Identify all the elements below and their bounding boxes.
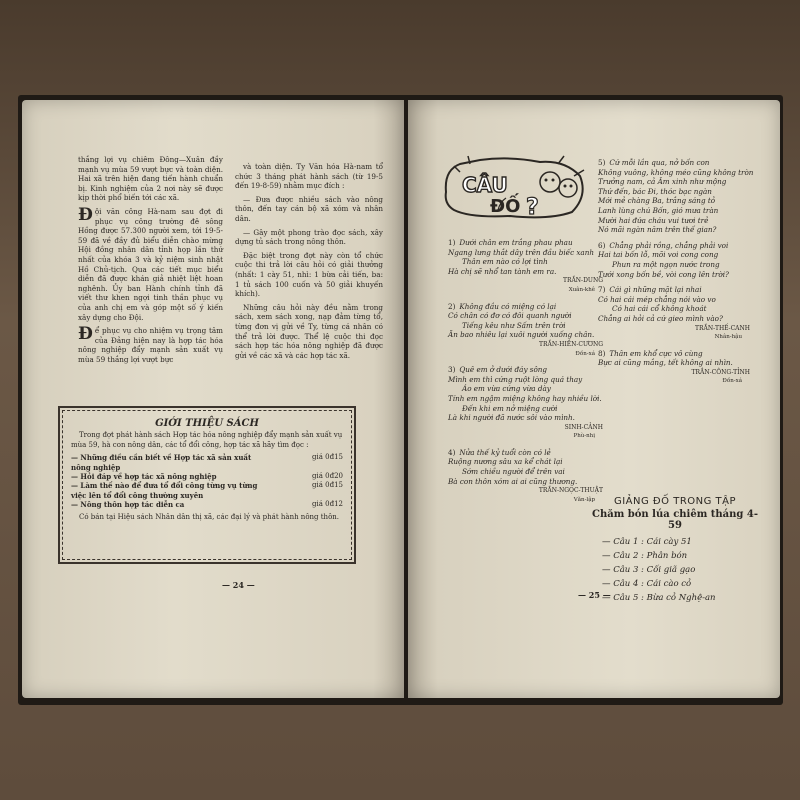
book-price: giá 0đ20 [312, 472, 343, 481]
answer-item [602, 593, 760, 603]
header-word-2: ĐỐ [490, 196, 521, 217]
riddle-author: TRẦN-CÔNG-TỈNH [691, 368, 750, 376]
riddle-line: Thân em khổ cực vô cùng [609, 348, 703, 358]
riddle-line: Trưởng nam, cả Âm xinh như mộng [598, 177, 727, 187]
riddle-line: Ăn bao nhiêu lại xuôi người xuống chân. [448, 330, 595, 340]
riddle-line: Tiếng kêu như Sấm trên trời [462, 320, 566, 330]
riddle-line: Sớm chiều người để trên vai [462, 467, 565, 477]
riddle-item [598, 158, 760, 235]
riddle-line: Chẳng ai hỏi cả cứ gieo mình vào? [598, 313, 723, 323]
book-item [71, 472, 343, 481]
drop-cap: Đ [78, 324, 93, 345]
riddle-place: Văn-lập [573, 496, 595, 503]
book-box-intro: Trong đợt phát hành sách Hợp tác hóa nông nghiệp đẩy mạnh sản xuất vụ mùa 59, hà con nông dân, các tổ đổi công, hợp tác xã hãy tìm đọc : [71, 431, 343, 449]
page-number-left: — 24 — [222, 580, 255, 590]
riddle-line: Nửa thế kỷ tuổi còn có lẻ [459, 447, 551, 457]
answer-text: Cái cào cỏ [646, 579, 692, 589]
book-title: — Làm thế nào để đưa tổ đổi công từng vụ từng việc lên tổ đổi công thường xuyên [71, 481, 258, 500]
riddle-line: Có hai cái mép chẳng nói vào vo [598, 294, 716, 304]
riddle-item [598, 349, 760, 387]
riddle-author: TRẦN-THẾ-CANH [695, 324, 750, 332]
riddle-author: SINH-CẢNH [564, 423, 603, 431]
riddle-line: Mình em thì cứng ruột lòng quá thay [448, 374, 583, 384]
riddle-line: Đến khi em nở miệng cười [462, 403, 558, 413]
service-paragraph [78, 326, 223, 364]
left-column-2 [235, 162, 383, 364]
riddle-item [598, 241, 760, 279]
answer-item [602, 565, 760, 575]
riddle-line: Chẳng phải rồng, chẳng phải voi [609, 240, 729, 250]
riddle-place: Đồn-xá [722, 378, 742, 385]
book-item [71, 453, 343, 472]
answer-text: Phân bón [646, 551, 688, 561]
riddle-line: Thứ đến, bác Đi, thóc bạc ngàn [598, 186, 712, 196]
left-column-1 [78, 155, 223, 368]
riddle-line: Ngang lưng thắt dây trên đầu biếc xanh [448, 247, 594, 257]
riddle-number: 7) [598, 285, 606, 295]
riddle-line: Bực ai cũng mắng, tết không ai nhìn. [598, 358, 733, 368]
riddle-line: Áo em vừa cứng vừa dày [462, 384, 551, 394]
book-box-outro: Có bán tại Hiệu sách Nhân dân thị xã, các đại lý và phát hành nông thôn. [79, 512, 340, 521]
cau-do-header-art [440, 152, 590, 224]
riddle-line: Là khi người đã nước sôi vào mình. [448, 413, 575, 423]
riddle-number: 1) [448, 238, 456, 247]
question-mark-icon: ? [526, 195, 539, 220]
answer-label: — Câu 4 : [602, 579, 644, 589]
book-item [71, 500, 343, 509]
answer-item [602, 579, 760, 589]
riddle-author: TRẦN-NGỌC-THUẬT [538, 487, 603, 495]
riddle-line: Tưới xong bốn bề, vòi cong lên trời? [598, 269, 729, 279]
riddles-column-left [448, 238, 613, 511]
service-text: ể phục vụ cho nhiệm vụ trọng tâm của Đảng hiện nay là hợp tác hóa nông nghiệp đẩy mạnh sản xuất vụ mùa 59 thắng lợi vượt bực [78, 326, 223, 364]
riddle-number: 6) [598, 240, 606, 250]
answers-subheading: Chăm bón lúa chiêm tháng 4-59 [591, 509, 759, 531]
riddle-place: Phù-nhị [573, 433, 595, 440]
book-price: giá 0đ15 [312, 453, 343, 462]
riddle-line: Không vuông, không méo cũng không tròn [598, 167, 754, 177]
book-title: — Nông thôn hợp tác diễn ca [71, 500, 185, 510]
riddle-place: Xuân-khê [568, 286, 595, 293]
col2-p2: — Đưa được nhiều sách vào nông thôn, đến tay cán bộ xã xóm và nhân dân. [235, 194, 383, 223]
riddle-line: Mới mẻ chàng Ba, trắng sáng tỏ [598, 196, 716, 206]
left-page [22, 100, 404, 698]
riddle-place: Đồn-xá [575, 350, 595, 357]
answers-heading: GIẢNG ĐỐ TRONG TẬP [613, 496, 737, 507]
answer-text: Cái cày 51 [646, 537, 692, 547]
answer-text: Bừa cỏ Nghệ-an [646, 593, 716, 603]
book-price: giá 0đ15 [312, 481, 343, 490]
header-word-1: CÂU [462, 173, 508, 197]
riddle-item [448, 302, 613, 360]
riddle-item [448, 365, 613, 442]
riddle-line: Hai tai bốn lỗ, mõi voi cong cong [598, 250, 719, 260]
book-box-title: GIỚI THIỆU SÁCH [155, 418, 259, 429]
riddle-number: 2) [448, 301, 456, 311]
col2-p3: — Gây một phong trào đọc sách, xây dựng tủ sách trong nông thôn. [235, 227, 383, 247]
riddle-line: Hà chị sẽ nhổ tan tành em ra. [448, 266, 557, 276]
answer-item [602, 551, 760, 561]
riddle-line: Nó mãi ngàn năm trên thế gian? [598, 225, 717, 235]
riddle-line: Ruộng nương sâu xa kể chát lại [448, 457, 563, 467]
answer-label: — Câu 5 : [602, 593, 644, 603]
riddle-line: Thân em nào có lợi tình [462, 257, 548, 267]
book-price: giá 0đ12 [312, 500, 343, 509]
book-title: — Hỏi đáp về hợp tác xã nông nghiệp [71, 472, 217, 482]
book-introduction-box [62, 410, 352, 560]
riddle-line: Có hai cái cổ không khoát [612, 304, 707, 314]
drop-cap: Đ [78, 204, 93, 225]
answer-label: — Câu 2 : [602, 551, 644, 561]
book-item [71, 481, 343, 500]
riddle-place: Nhân-hậu [714, 334, 742, 341]
riddle-number: 3) [448, 365, 456, 375]
answer-label: — Câu 3 : [602, 565, 644, 575]
riddle-line: Bà con thôn xóm ai ai cũng thương. [448, 476, 578, 486]
riddle-line: Quê em ở dưới đáy sông [459, 365, 548, 375]
right-page [408, 100, 780, 698]
riddle-line: Không đầu có miệng có lại [459, 301, 557, 311]
book-title: — Những điều cần biết về Hợp tác xã sản xuất nông nghiệp [71, 453, 252, 472]
troupe-text: ội văn công Hà-nam sau đợt đi phục vụ công trường đê sông Hồng được 57.300 người xem, tới 19-5-59 đã về đầy đủ biểu diễn chào mừng Hội đồng nhân dân tỉnh họp lần thứ nhất của khóa 3 và kỷ niệm sinh nhật Hồ Chủ-tịch. Qua các tiết mục biểu diễn đã được khán giả nhiệt liệt hoan nghênh. Ủy ban Hành chính tỉnh đã viết thư khen ngợi tinh thần phục vụ của anh chị em và góp một số ý kiến xây dựng cho Đội. [78, 206, 223, 322]
riddle-answers [590, 496, 760, 603]
riddle-item [448, 238, 613, 296]
answer-label: — Câu 1 : [602, 537, 644, 547]
riddle-line: Tính em ngậm miệng không hay nhiều lời. [448, 393, 602, 403]
riddle-line: Cứ mỗi lần qua, nở bốn con [609, 158, 710, 167]
riddle-line: Dưới chân em trắng phau phau [459, 238, 573, 247]
col2-p1: và toàn diện. Ty Văn hóa Hà-nam tổ chức 3 tháng phát hành sách (từ 19-5 đến 19-8-59) nhằm mục đích : [235, 162, 383, 191]
riddle-item [598, 285, 760, 343]
troupe-paragraph [78, 204, 223, 322]
answer-text: Cối giã gạo [646, 565, 696, 575]
riddle-line: Cái gì những mặt lại nhai [609, 285, 702, 295]
riddle-number: 8) [598, 348, 606, 358]
answer-item [602, 537, 760, 547]
riddle-line: Lanh lùng chú Bốn, gió mưa tràn [598, 205, 719, 215]
riddle-author: TRẦN-HIỀN-CƯƠNG [539, 340, 603, 348]
page-number-right: — 25 — [578, 590, 611, 600]
col2-p5: Những câu hỏi này đều nằm trong sách, xem sách xong, nạp đảm từng tổ, từng đơn vị gửi về Ty, từng cá nhân có thể trả lời được. Thể lệ cuộc thi đọc sách hợp tác hóa nông nghiệp đã được gửi về các xã và các hợp tác xã. [235, 302, 383, 360]
intro-paragraph: thắng lợi vụ chiêm Đông—Xuân đầy mạnh vụ mùa 59 vượt bực và toàn diện. Hai xã trên hiện đang tiến hành chuẩn bị. Kinh nghiệm của 2 nơi này sẽ được kịp thời phổ biến tới các xã. [78, 155, 223, 203]
riddle-number: 5) [598, 158, 606, 167]
riddle-author: TRẦN-DUNG [562, 277, 603, 285]
riddle-line: Phun ra một ngọn nước trong [612, 259, 720, 269]
riddle-line: Có chân có đơ có đôi quanh người [448, 311, 572, 321]
riddle-number: 4) [448, 447, 456, 457]
col2-p4: Đặc biệt trong đợt này còn tổ chức cuộc thi trả lời câu hỏi có giải thưởng (nhất: 1 cày 51, nhì: 1 bừa cải tiến, ba: 1 tủ sách 100 cuốn và 50 giải khuyến khích). [235, 250, 383, 299]
riddles-column-right [598, 158, 760, 393]
riddle-item [448, 448, 613, 506]
riddle-line: Mười hai đứa cháu vui tươi trẻ [598, 215, 709, 225]
